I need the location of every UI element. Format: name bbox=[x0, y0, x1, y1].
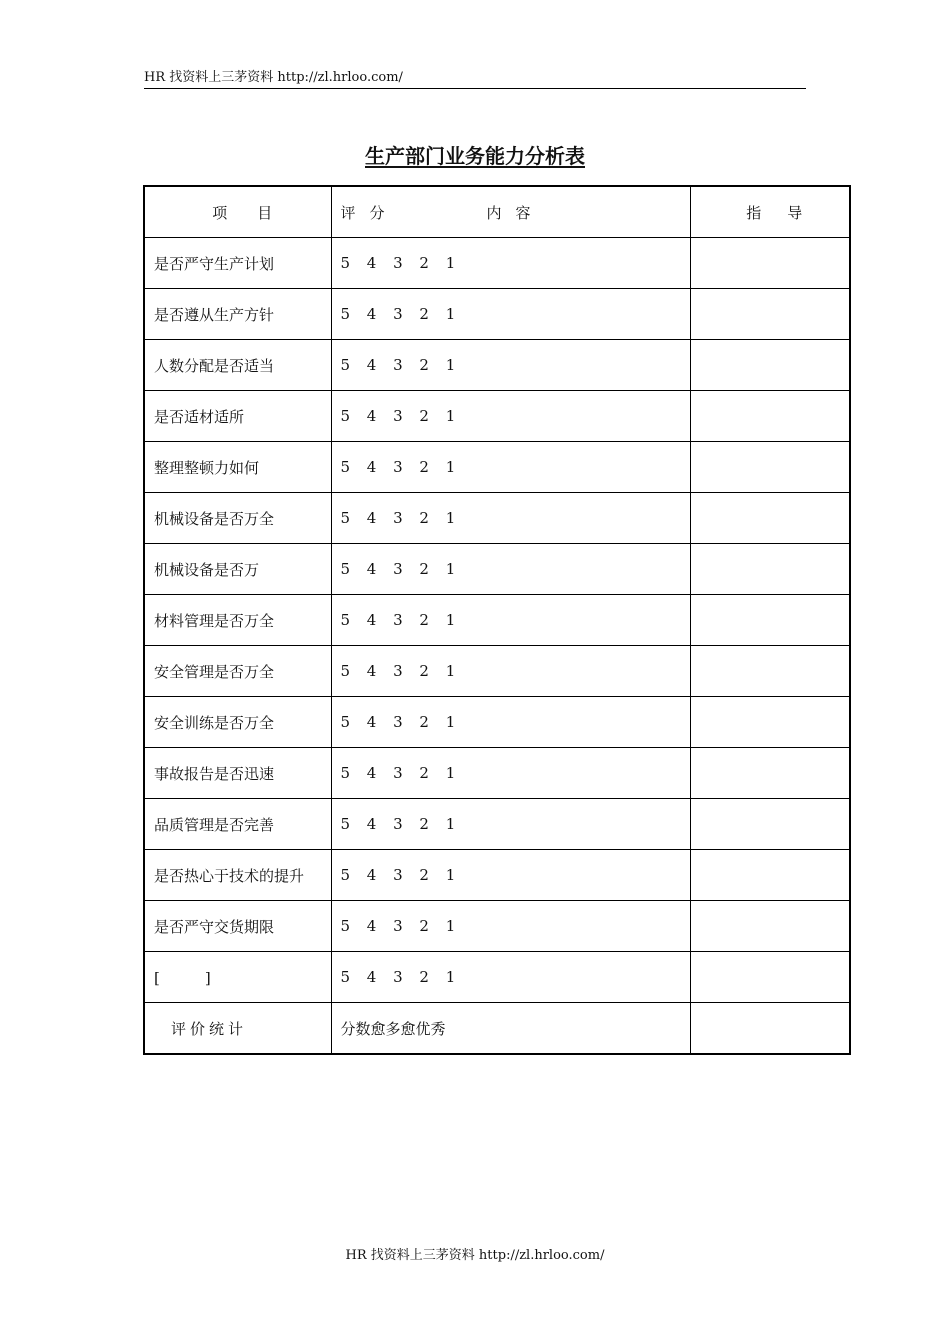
row-item: 安全训练是否万全 bbox=[144, 697, 331, 748]
row-item: 整理整顿力如何 bbox=[144, 442, 331, 493]
table-row bbox=[144, 901, 850, 952]
row-guide bbox=[690, 289, 850, 340]
table-row bbox=[144, 952, 850, 1003]
row-item: 是否严守交货期限 bbox=[144, 901, 331, 952]
header-guide bbox=[690, 186, 850, 238]
table-row bbox=[144, 340, 850, 391]
table-row bbox=[144, 493, 850, 544]
table-row bbox=[144, 748, 850, 799]
header-guide-b: 导 bbox=[787, 203, 803, 222]
row-guide bbox=[690, 238, 850, 289]
table-row bbox=[144, 799, 850, 850]
summary-guide bbox=[690, 1003, 850, 1055]
table-row bbox=[144, 697, 850, 748]
row-item: 人数分配是否适当 bbox=[144, 340, 331, 391]
page-title-wrap bbox=[0, 142, 950, 170]
table-row bbox=[144, 289, 850, 340]
row-guide bbox=[690, 799, 850, 850]
table-row bbox=[144, 544, 850, 595]
row-item: 事故报告是否迅速 bbox=[144, 748, 331, 799]
table-row bbox=[144, 850, 850, 901]
header-score-content bbox=[331, 186, 690, 238]
row-score: 5 4 3 2 1 bbox=[331, 391, 690, 442]
row-score: 5 4 3 2 1 bbox=[331, 646, 690, 697]
header-item-b: 目 bbox=[257, 203, 273, 222]
header-score-a: 评 bbox=[340, 203, 356, 222]
row-score: 5 4 3 2 1 bbox=[331, 952, 690, 1003]
row-guide bbox=[690, 391, 850, 442]
row-score: 5 4 3 2 1 bbox=[331, 493, 690, 544]
row-score: 5 4 3 2 1 bbox=[331, 238, 690, 289]
row-item: 品质管理是否完善 bbox=[144, 799, 331, 850]
row-item: 是否严守生产计划 bbox=[144, 238, 331, 289]
row-score: 5 4 3 2 1 bbox=[331, 799, 690, 850]
row-guide bbox=[690, 748, 850, 799]
table-row bbox=[144, 238, 850, 289]
table-row bbox=[144, 595, 850, 646]
header-guide-a: 指 bbox=[746, 203, 762, 222]
row-guide bbox=[690, 952, 850, 1003]
page-title: 生产部门业务能力分析表 bbox=[365, 144, 585, 168]
row-guide bbox=[690, 340, 850, 391]
header-content-a: 内 bbox=[486, 203, 502, 222]
summary-content: 分数愈多愈优秀 bbox=[331, 1003, 690, 1055]
header-item bbox=[144, 186, 331, 238]
header-content-b: 容 bbox=[515, 203, 531, 222]
row-guide bbox=[690, 544, 850, 595]
row-score: 5 4 3 2 1 bbox=[331, 340, 690, 391]
row-score: 5 4 3 2 1 bbox=[331, 442, 690, 493]
row-guide bbox=[690, 595, 850, 646]
row-item: 机械设备是否万全 bbox=[144, 493, 331, 544]
header-score-b: 分 bbox=[369, 203, 385, 222]
summary-label: 评价统计 bbox=[144, 1003, 331, 1055]
row-guide bbox=[690, 493, 850, 544]
row-score: 5 4 3 2 1 bbox=[331, 595, 690, 646]
row-item: 是否热心于技术的提升 bbox=[144, 850, 331, 901]
page-footer: HR 找资料上三茅资料 http://zl.hrloo.com/ bbox=[345, 1248, 605, 1263]
page-header: HR 找资料上三茅资料 http://zl.hrloo.com/ bbox=[144, 68, 806, 89]
analysis-table bbox=[143, 185, 851, 1055]
row-guide bbox=[690, 850, 850, 901]
table-row bbox=[144, 442, 850, 493]
row-item: [ ] bbox=[144, 952, 331, 1003]
table-header-row bbox=[144, 186, 850, 238]
row-guide bbox=[690, 697, 850, 748]
row-item: 安全管理是否万全 bbox=[144, 646, 331, 697]
row-guide bbox=[690, 901, 850, 952]
row-score: 5 4 3 2 1 bbox=[331, 697, 690, 748]
row-item: 是否遵从生产方针 bbox=[144, 289, 331, 340]
row-guide bbox=[690, 442, 850, 493]
row-guide bbox=[690, 646, 850, 697]
row-item: 是否适材适所 bbox=[144, 391, 331, 442]
header-item-a: 项 bbox=[212, 203, 228, 222]
row-score: 5 4 3 2 1 bbox=[331, 544, 690, 595]
summary-row bbox=[144, 1003, 850, 1055]
row-score: 5 4 3 2 1 bbox=[331, 850, 690, 901]
row-item: 机械设备是否万 bbox=[144, 544, 331, 595]
row-score: 5 4 3 2 1 bbox=[331, 289, 690, 340]
table-row bbox=[144, 646, 850, 697]
row-item: 材料管理是否万全 bbox=[144, 595, 331, 646]
row-score: 5 4 3 2 1 bbox=[331, 748, 690, 799]
row-score: 5 4 3 2 1 bbox=[331, 901, 690, 952]
table-row bbox=[144, 391, 850, 442]
